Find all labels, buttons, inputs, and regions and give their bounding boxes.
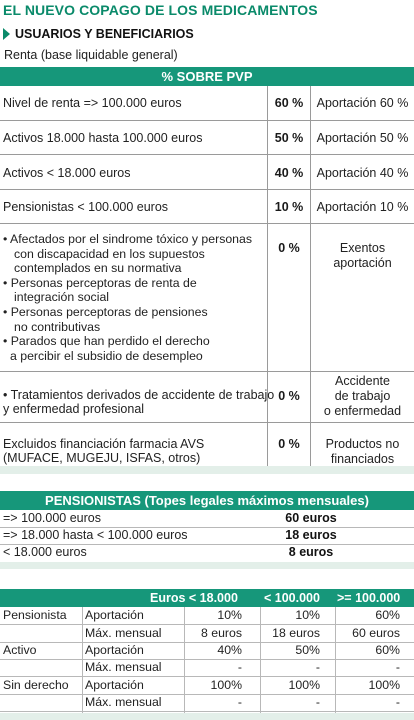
column-header: Euros < 18.000 xyxy=(150,591,238,605)
row-kind: Máx. mensual xyxy=(85,626,162,640)
row-percent: 60 % xyxy=(274,96,304,110)
page-title: EL NUEVO COPAGO DE LOS MEDICAMENTOS xyxy=(3,2,318,18)
table-row xyxy=(0,677,414,695)
row-label: Nivel de renta => 100.000 euros xyxy=(3,96,182,110)
aport-line: de trabajo xyxy=(334,389,391,403)
list-line: no contributivas xyxy=(14,319,101,334)
table-row xyxy=(0,607,414,625)
row-label: Activos < 18.000 euros xyxy=(3,166,131,180)
row-label: Activos 18.000 hasta 100.000 euros xyxy=(3,131,203,145)
aport-line: aportación xyxy=(333,256,392,270)
table-row xyxy=(0,642,414,660)
cell-value: 60% xyxy=(375,643,400,657)
cell-value: - xyxy=(395,695,400,709)
pensionistas-header: PENSIONISTAS (Topes legales máximos mensuales) xyxy=(0,491,414,510)
pensionistas-row xyxy=(0,528,414,545)
table1-row-accidente xyxy=(0,372,414,423)
cell-value: 100% xyxy=(368,678,400,692)
cell-value: 60 euros xyxy=(352,626,400,640)
row-aportacion xyxy=(311,437,414,467)
aport-line: financiados xyxy=(330,452,395,466)
row-kind: Aportación xyxy=(85,608,144,622)
row-percent: 0 % xyxy=(278,241,300,255)
column-header: < 100.000 xyxy=(264,591,320,605)
triangle-right-icon xyxy=(3,28,10,40)
label-line: Excluidos financiación farmacia AVS xyxy=(3,437,205,451)
column-header: >= 100.000 xyxy=(337,591,401,605)
row-percent: 0 % xyxy=(278,389,300,403)
exentos-list xyxy=(3,232,265,363)
row-percent: 50 % xyxy=(274,131,304,145)
row-percent: 0 % xyxy=(278,437,300,451)
row-aportacion xyxy=(311,374,414,419)
list-item xyxy=(3,232,265,276)
row-value: 60 euros xyxy=(285,511,337,525)
list-item xyxy=(3,276,265,305)
row-group: Activo xyxy=(3,643,37,657)
list-line: • Afectados por el sindrome tóxico y personas xyxy=(3,232,253,246)
list-line: • Parados que han perdido el derecho xyxy=(3,334,210,349)
table-row xyxy=(0,694,414,712)
subtitle-label: USUARIOS Y BENEFICIARIOS xyxy=(15,27,194,41)
row-label xyxy=(3,388,274,416)
row-label: => 18.000 hasta < 100.000 euros xyxy=(3,528,188,542)
row-group: Pensionista xyxy=(3,608,67,622)
table1-header: % SOBRE PVP xyxy=(0,67,414,86)
section-separator xyxy=(0,713,414,720)
cell-value: 100% xyxy=(288,678,320,692)
list-line: a percibir el subsidio de desempleo xyxy=(10,348,203,363)
row-kind: Aportación xyxy=(85,643,144,657)
table-row xyxy=(0,625,414,643)
aport-line: o enfermedad xyxy=(323,404,402,418)
label-line: (MUFACE, MUGEJU, ISFAS, otros) xyxy=(3,451,201,465)
table-row xyxy=(0,659,414,677)
table1-row xyxy=(0,121,414,155)
row-label: < 18.000 euros xyxy=(3,545,87,559)
list-line: con discapacidad en los supuestos xyxy=(14,246,205,261)
row-label: Pensionistas < 100.000 euros xyxy=(3,200,169,214)
row-percent: 10 % xyxy=(274,200,304,214)
label-line: y enfermedad profesional xyxy=(3,402,145,416)
list-line: contemplados en su normativa xyxy=(14,261,182,276)
row-aportacion: Aportación 60 % xyxy=(316,96,409,110)
pensionistas-row xyxy=(0,511,414,528)
cell-value: 18 euros xyxy=(272,626,320,640)
row-percent: 40 % xyxy=(274,166,304,180)
cell-value: 10% xyxy=(217,608,242,622)
cell-value: 8 euros xyxy=(200,626,242,640)
cell-value: - xyxy=(395,660,400,674)
list-line: • Personas perceptoras de renta de xyxy=(3,275,197,290)
aport-line: Accidente xyxy=(335,374,390,388)
table1-row xyxy=(0,190,414,224)
section-subtitle xyxy=(3,26,194,42)
cell-value: 60% xyxy=(375,608,400,622)
list-line: integración social xyxy=(14,290,110,305)
pensionistas-row xyxy=(0,545,414,562)
cell-value: - xyxy=(237,660,242,674)
cell-value: 10% xyxy=(295,608,320,622)
table1-row xyxy=(0,86,414,121)
renta-label: Renta (base liquidable general) xyxy=(4,48,178,62)
row-kind: Máx. mensual xyxy=(85,660,162,674)
row-value: 8 euros xyxy=(288,545,334,559)
row-group: Sin derecho xyxy=(3,678,69,692)
row-kind: Máx. mensual xyxy=(85,695,162,709)
row-aportacion: Aportación 40 % xyxy=(316,166,409,180)
section-separator xyxy=(0,562,414,569)
row-label: => 100.000 euros xyxy=(3,511,101,525)
cell-value: 100% xyxy=(210,678,242,692)
row-label xyxy=(3,437,204,465)
table1-row xyxy=(0,155,414,190)
cell-value: - xyxy=(315,695,320,709)
row-value: 18 euros xyxy=(285,528,337,542)
row-aportacion: Aportación 50 % xyxy=(316,131,409,145)
list-line: • Personas perceptoras de pensiones xyxy=(3,304,208,319)
cell-value: 40% xyxy=(217,643,242,657)
cell-value: - xyxy=(237,695,242,709)
cell-value: 50% xyxy=(295,643,320,657)
cell-value: - xyxy=(315,660,320,674)
list-item xyxy=(3,305,265,334)
row-kind: Aportación xyxy=(85,678,144,692)
row-aportacion: Aportación 10 % xyxy=(316,200,409,214)
label-line: • Tratamientos derivados de accidente de trabajo xyxy=(3,388,275,402)
aport-line: Productos no xyxy=(325,437,400,451)
aport-line: Exentos xyxy=(339,241,386,255)
table1-row-excluidos xyxy=(0,423,414,466)
table3-header xyxy=(0,589,414,607)
row-aportacion xyxy=(311,241,414,271)
section-separator xyxy=(0,466,414,474)
list-item xyxy=(3,334,265,363)
